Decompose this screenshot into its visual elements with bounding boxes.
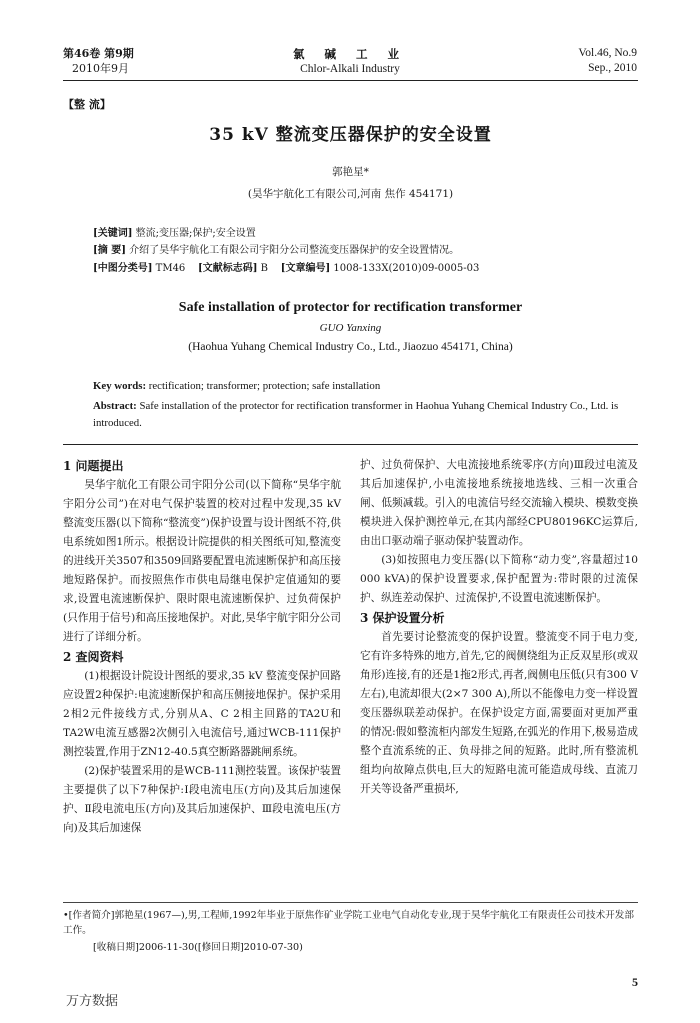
- header-vol-no-en: Vol.46, No.9: [578, 47, 637, 59]
- keywords-cn: [93, 226, 638, 242]
- abstract-cn: [93, 243, 638, 259]
- section-tag: 【整 流】: [63, 98, 111, 111]
- body-paragraph: (3)如按照电力变压器(以下简称“动力变”,容量超过10 000 kVA)的保护设置要求,保护配置为:带时限的过流保护、纵连差动保护、过流保护,不设置电流速断保护。: [360, 554, 638, 604]
- body-paragraph: 首先要讨论整流变的保护设置。整流变不同于电力变,它有许多特殊的地方,首先,它的阀侧绕组为正反双星形(或双角形)连接,有的还是1拖2形式,再者,阀侧电压低(只有300 V左右),电流却很大(2×7 300 A),所以不能像电力变一样设置变压器纵联差动保护。在保护设定方面,需要面对更加严重的情况:假如整流柜内部发生短路,在弧光的作用下,极易造成整个直流系统的正、负母排之间的短路。此时,所有整流机组均向故障点供电,巨大的短路电流可能造成母线、直流刀开关等设备严重损坏,: [360, 631, 638, 795]
- page-number: 5: [632, 975, 638, 989]
- clc-value: TM46: [155, 263, 186, 274]
- body-paragraph: 昊华宇航化工有限公司宇阳分公司(以下简称“昊华宇航宇阳分公司”)在对电气保护装置的校对过程中发现,35 kV 整流变压器(以下简称“整流变”)保护设置与设计图纸不符,供电系统如图1所示。根据设计院提供的相关图纸可知,整流变的进线开关3507和3509回路要配置电流速断保护和高压接地短路保护。而按照焦作市供电局继电保护定值通知的要求,设置电流速断保护、限时限电流速断保护、过负荷保护(只作用于信号)和高压接地保护。对此,昊华宇航宇阳分公司进行了详细分析。: [63, 479, 341, 643]
- article-title-cn: 35 kV 整流变压器保护的安全设置: [209, 125, 492, 145]
- doc-code-value: B: [260, 263, 269, 274]
- abstract-cn-text: 介绍了昊华宇航化工有限公司宇阳分公司整流变压器保护的安全设置情况。: [129, 245, 460, 256]
- affiliation-en: (Haohua Yuhang Chemical Industry Co., Ltd., Jiaozuo 454171, China): [188, 341, 513, 353]
- keywords-en: [93, 378, 638, 395]
- clc-label: [中图分类号]: [93, 263, 153, 274]
- footnote-dates: [收稿日期]2006-11-30([修回日期]2010-07-30): [93, 942, 303, 953]
- footnote-author-bio: •[作者简介]郭艳星(1967—),男,工程师,1992年毕业于原焦作矿业学院工业电气自动化专业,现于昊华宇航化工有限责任公司技术开发部工作。: [63, 910, 634, 936]
- header-rule: [63, 80, 638, 81]
- body-right-column: [360, 456, 638, 799]
- affiliation-cn: (昊华宇航化工有限公司,河南 焦作 454171): [247, 188, 454, 200]
- journal-name-cn: 氯 碱 工 业: [292, 47, 407, 61]
- abstract-en-text: Safe installation of the protector for rectification transformer in Haohua Yuhang Chemical Industry Co., Ltd. is introduced.: [93, 400, 619, 429]
- section-heading: 1 问题提出: [63, 459, 124, 473]
- keywords-cn-text: 整流;变压器;保护;安全设置: [135, 228, 256, 239]
- keywords-cn-label: [关键词]: [93, 228, 133, 239]
- author-en: GUO Yanxing: [319, 322, 382, 334]
- body-paragraph: (1)根据设计院设计图纸的要求,35 kV 整流变保护回路应设置2种保护:电流速断保护和高压侧接地保护。保护采用2相2元件接线方式,分别从A、C 2相主回路的TA2U和TA2W电流互感器2次侧引入电流信号,通过WCB-111保护测控装置,作用于ZN12-40.5真空断路器跳闸系统。: [63, 670, 341, 758]
- body-paragraph: 护、过负荷保护、大电流接地系统零序(方向)Ⅲ段过电流及其后加速保护,小电流接地系统接地选线、三相一次重合闸、低频减载。引入的电流信号经交流输入模块、模数变换模块进入保护测控单元,在其内部经CPU80196KC运算后,由出口驱动端子驱动保护装置动作。: [360, 459, 638, 547]
- keywords-en-label: Key words:: [93, 380, 147, 392]
- keywords-en-text: rectification; transformer; protection; safe installation: [148, 380, 381, 392]
- author-cn: 郭艳星*: [332, 166, 369, 178]
- doc-code-label: [文献标志码]: [198, 263, 258, 274]
- section-heading: 3 保护设置分析: [360, 611, 445, 625]
- footnote-rule: [63, 902, 638, 903]
- article-title-en: Safe installation of protector for rectification transformer: [178, 300, 523, 315]
- body-left-column: [63, 456, 341, 838]
- abstract-en-label: Abstract:: [93, 400, 137, 412]
- header-date-en: Sep., 2010: [588, 62, 637, 74]
- classification-line: [93, 261, 638, 277]
- journal-name-en: Chlor-Alkali Industry: [300, 63, 400, 75]
- abstract-cn-label: [摘 要]: [93, 245, 126, 256]
- header-date-cn: 2010年9月: [72, 62, 129, 75]
- abstract-en: [93, 398, 638, 432]
- watermark: 万方数据: [66, 994, 119, 1009]
- article-number-value: 1008-133X(2010)09-0005-03: [333, 263, 480, 274]
- article-number-label: [文章编号]: [280, 263, 331, 274]
- header-volume-issue: 第46卷 第9期: [63, 47, 134, 60]
- body-paragraph: (2)保护装置采用的是WCB-111测控装置。该保护装置主要提供了以下7种保护:Ⅰ段电流电压(方向)及其后加速保护、Ⅱ段电流电压(方向)及其后加速保护、Ⅲ段电流电压(方向)及其后加速保: [63, 765, 341, 834]
- section-heading: 2 查阅资料: [63, 650, 124, 664]
- abstract-rule: [63, 444, 638, 445]
